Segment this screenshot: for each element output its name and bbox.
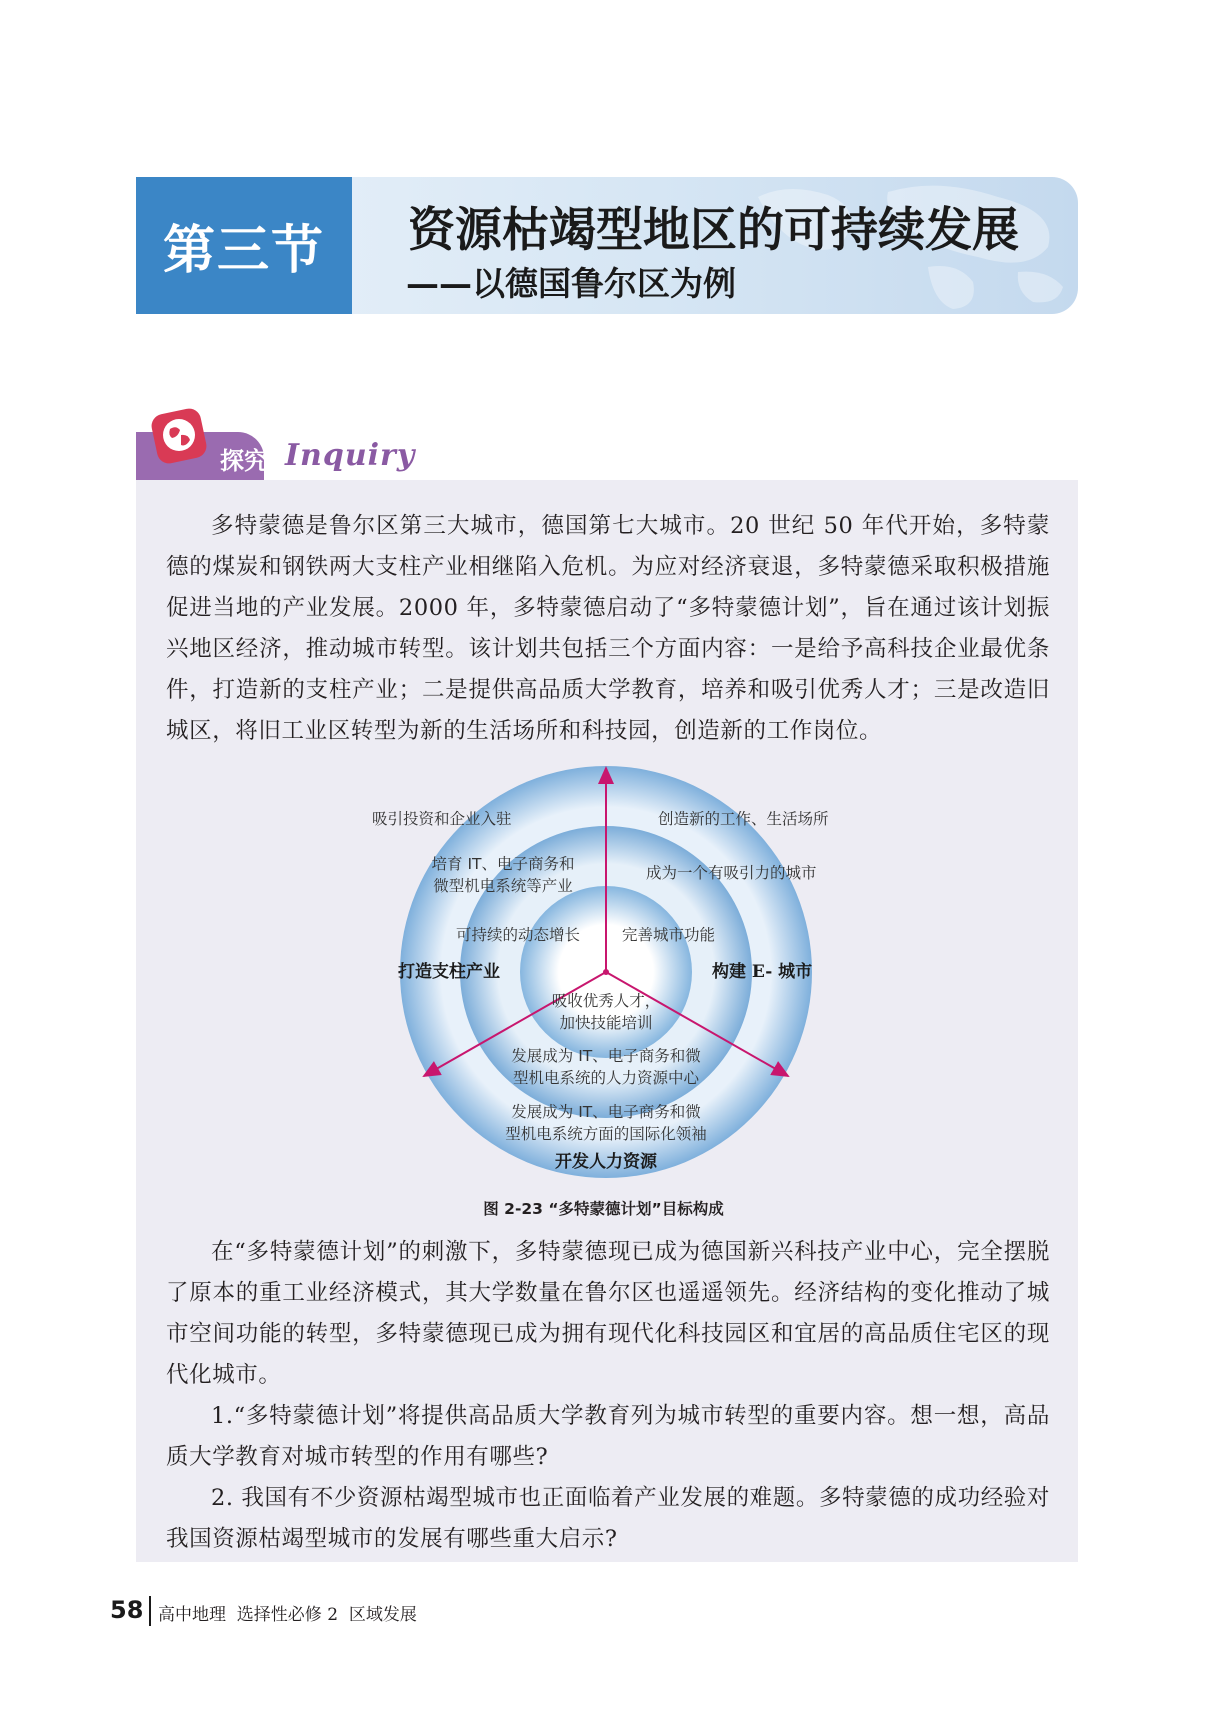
plan-goal-diagram	[372, 758, 846, 1183]
industry-middle-label: 培育 IT、电子商务和 微型机电系统等产业	[431, 855, 575, 895]
talent-sector-name: 开发人力资源	[555, 1152, 657, 1172]
industry-inner-label: 可持续的动态增长	[456, 926, 581, 944]
city-middle-label: 成为一个有吸引力的城市	[646, 864, 817, 882]
after-figure-paragraph: 在“多特蒙德计划”的刺激下，多特蒙德现已成为德国新兴科技产业中心，完全摆脱了原本的重工业经济模式，其大学数量在鲁尔区也遥遥领先。经济结构的变化推动了城市空间功能的转型，多特蒙德现已成为拥有现代化科技园区和宜居的高品质住宅区的现代化城市。	[166, 1239, 1050, 1388]
inquiry-label-en: Inquiry	[285, 438, 416, 473]
question-2: 2. 我国有不少资源枯竭型城市也正面临着产业发展的难题。多特蒙德的成功经验对我国资源枯竭型城市的发展有哪些重大启示?	[166, 1485, 1050, 1552]
section-number: 第三节	[136, 177, 352, 314]
book-title: 高中地理 选择性必修 2 区域发展	[158, 1605, 417, 1625]
figure-caption: 图 2-23 “多特蒙德计划”目标构成	[483, 1200, 724, 1218]
city-outer-label: 创造新的工作、生活场所	[658, 810, 829, 828]
inquiry-label: 探究	[220, 447, 268, 475]
talent-outer-label: 发展成为 IT、电子商务和微 型机电系统方面的国际化领袖	[505, 1103, 707, 1143]
question-1: 1.“多特蒙德计划”将提供高品质大学教育列为城市转型的重要内容。想一想，高品质大学教育对城市转型的作用有哪些?	[166, 1403, 1050, 1470]
city-inner-label: 完善城市功能	[622, 926, 716, 944]
section-title: 资源枯竭型地区的可持续发展	[408, 203, 1019, 258]
globe-icon	[150, 407, 208, 465]
footer-divider	[149, 1596, 151, 1626]
page-number: 58	[110, 1596, 144, 1624]
talent-inner-label: 吸收优秀人才， 加快技能培训	[551, 992, 661, 1032]
industry-sector-name: 打造支柱产业	[398, 962, 500, 982]
city-sector-name: 构建 E- 城市	[712, 962, 813, 982]
industry-outer-label: 吸引投资和企业入驻	[372, 810, 512, 828]
intro-paragraph: 多特蒙德是鲁尔区第三大城市，德国第七大城市。20 世纪 50 年代开始，多特蒙德的煤炭和钢铁两大支柱产业相继陷入危机。为应对经济衰退，多特蒙德采取积极措施促进当地的产业发展。2000 年，多特蒙德启动了“多特蒙德计划”，旨在通过该计划振兴地区经济，推动城市转型。该计划共包括三个方面内容：一是给予高科技企业最优条件，打造新的支柱产业；二是提供高品质大学教育，培养和吸引优秀人才；三是改造旧城区，将旧工业区转型为新的生活场所和科技园，创造新的工作岗位。	[166, 513, 1050, 744]
section-subtitle: ——以德国鲁尔区为例	[406, 264, 736, 303]
talent-middle-label: 发展成为 IT、电子商务和微 型机电系统的人力资源中心	[511, 1047, 701, 1087]
